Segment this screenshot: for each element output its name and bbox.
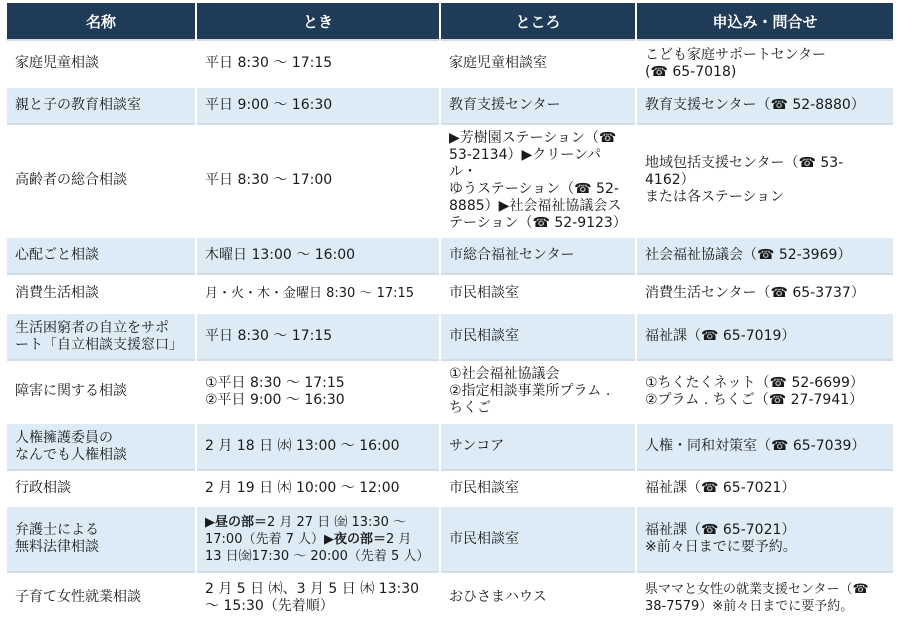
table-row [7, 423, 893, 470]
row-contact: 福祉課（☎ 65-7021） [645, 479, 796, 496]
row-when: 2 月 5 日 ㈭、3 月 5 日 ㈭ 13:30 ～ 15:30（先着順） [205, 580, 420, 614]
row-where: 家庭児童相談室 [449, 55, 547, 71]
row-contact: 福祉課（☎ 65-7021） ※前々日までに要予約。 [645, 522, 797, 555]
row-when: 平日 8:30 ～ 17:15 [205, 55, 333, 71]
table-row [7, 506, 893, 572]
table-row [7, 360, 893, 423]
row-where: 市民相談室 [449, 328, 519, 344]
day-session-label: ▶昼の部＝ [205, 514, 267, 530]
night-session-detail: 2 月 13 日㈮17:30 ～ 20:00（先着 5 人） [205, 531, 430, 564]
row-name: 消費生活相談 [15, 285, 99, 301]
header-where: ところ [440, 3, 636, 40]
row-name: 人権擁護委員の なんでも人権相談 [15, 429, 127, 463]
row-when: 木曜日 13:00 ～ 16:00 [205, 247, 356, 263]
row-when: 2 月 19 日 ㈭ 10:00 ～ 12:00 [205, 479, 400, 496]
table-row [7, 470, 893, 506]
row-where: おひさまハウス [449, 589, 547, 605]
row-name: 高齢者の総合相談 [15, 172, 127, 188]
table-row [7, 274, 893, 313]
header-contact: 申込み・問合せ [636, 3, 893, 40]
table-header-row [7, 3, 893, 40]
row-where: ①社会福祉協議会 ②指定相談事業所プラム . ちくご [449, 366, 611, 416]
header-when: とき [196, 3, 440, 40]
row-contact: こども家庭サポートセンター (☎ 65-7018) [645, 46, 827, 80]
night-session-label: ▶夜の部＝ [324, 531, 386, 547]
table-row [7, 572, 893, 622]
row-contact: 地域包括支援センター（☎ 53-4162） または各ステーション [645, 155, 844, 205]
row-name: 弁護士による 無料法律相談 [15, 522, 99, 555]
row-name: 子育て女性就業相談 [15, 589, 141, 605]
row-name: 障害に関する相談 [15, 383, 127, 399]
row-name: 親と子の教育相談室 [15, 97, 141, 113]
row-when: ①平日 8:30 ～ 17:15 ②平日 9:00 ～ 16:30 [205, 374, 345, 408]
row-when [205, 514, 431, 565]
row-where: 市総合福祉センター [449, 247, 575, 263]
day-session-detail: 2 月 27 日 ㈮ 13:30 ～ 17:00（先着 7 人） [205, 514, 407, 547]
row-when: 平日 8:30 ～ 17:00 [205, 172, 333, 188]
row-contact: 社会福祉協議会（☎ 52-3969） [645, 247, 852, 263]
table-row [7, 40, 893, 87]
row-contact: 県ママと女性の就業支援センター（☎ 38-7579）※前々日までに要予約。 [645, 581, 869, 614]
table-row [7, 313, 893, 360]
row-contact: 消費生活センター（☎ 65-3737） [645, 285, 865, 301]
row-when: 2 月 18 日 ㈬ 13:00 ～ 16:00 [205, 438, 400, 454]
table-row [7, 87, 893, 124]
row-when: 平日 9:00 ～ 16:30 [205, 97, 333, 113]
row-where: 教育支援センター [449, 97, 561, 113]
row-where: サンコア [449, 438, 505, 454]
row-where: 市民相談室 [449, 530, 519, 547]
row-contact: 教育支援センター（☎ 52-8880） [645, 97, 865, 113]
row-where: 市民相談室 [449, 285, 519, 301]
row-when: 平日 8:30 ～ 17:15 [205, 328, 333, 344]
row-where: 市民相談室 [449, 479, 519, 496]
header-name: 名称 [7, 3, 196, 40]
row-contact: ①ちくたくネット（☎ 52-6699） ②プラム . ちくご（☎ 27-7941） [645, 374, 864, 408]
row-name: 心配ごと相談 [15, 247, 99, 263]
consultation-table [7, 3, 893, 622]
table-row [7, 237, 893, 274]
row-when: 月・火・木・金曜日 8:30 ～ 17:15 [205, 286, 415, 301]
row-contact: 福祉課（☎ 65-7019） [645, 328, 796, 344]
row-where: ▶芳樹園ステーション（☎ 53-2134）▶クリーンパル・ ゆうステーション（☎ 52- 8885）▶社会福祉協議会ス テーション（☎ 52-9123） [449, 129, 627, 231]
table-row [7, 124, 893, 237]
row-name: 家庭児童相談 [15, 55, 99, 71]
row-name: 生活困窮者の自立をサポ ート「自立相談支援窓口」 [15, 319, 183, 353]
row-contact: 人権・同和対策室（☎ 65-7039） [645, 438, 866, 454]
row-name: 行政相談 [15, 479, 71, 496]
